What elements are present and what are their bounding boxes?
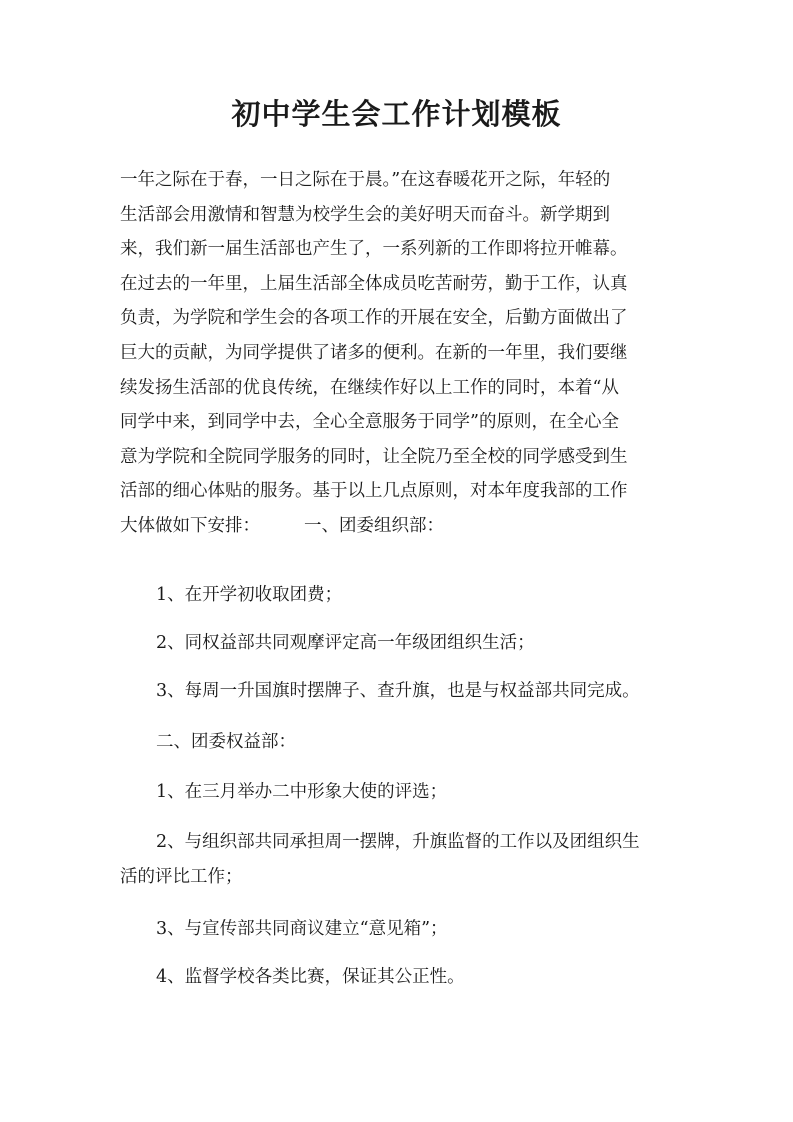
section2-item-continuation: 活的评比工作； bbox=[120, 866, 243, 887]
intro-line: 续发扬生活部的优良传统，在继续作好以上工作的同时，本着“从 bbox=[120, 377, 619, 398]
section2-heading: 二、团委权益部： bbox=[156, 732, 296, 752]
section1-item: 2、同权益部共同观摩评定高一年级团组织生活； bbox=[156, 633, 535, 653]
intro-line: 在过去的一年里，上届生活部全体成员吃苦耐劳，勤于工作，认真 bbox=[120, 273, 628, 294]
intro-line: 意为学院和全院同学服务的同时，让全院乃至全校的同学感受到生 bbox=[120, 446, 628, 467]
intro-line: 生活部会用激情和智慧为校学生会的美好明天而奋斗。新学期到 bbox=[120, 204, 610, 225]
intro-line: 同学中来，到同学中去，全心全意服务于同学”的原则，在全心全 bbox=[120, 412, 619, 433]
intro-line: 活部的细心体贴的服务。基于以上几点原则，对本年度我部的工作 bbox=[120, 481, 628, 502]
section2-item: 2、与组织部共同承担周一摆牌，升旗监督的工作以及团组织生 bbox=[156, 832, 640, 852]
section1-heading: 一、团委组织部： bbox=[304, 515, 444, 536]
section1-item: 3、每周一升国旗时摆牌子、查升旗，也是与权益部共同完成。 bbox=[156, 681, 640, 701]
intro-paragraph bbox=[120, 163, 675, 544]
intro-line: 巨大的贡献，为同学提供了诸多的便利。在新的一年里，我们要继 bbox=[120, 342, 628, 363]
section2-item: 1、在三月举办二中形象大使的评选； bbox=[156, 782, 448, 802]
section2-item-multiline bbox=[120, 825, 675, 894]
section1-item: 1、在开学初收取团费； bbox=[156, 585, 343, 605]
intro-line: 负责，为学院和学生会的各项工作的开展在安全，后勤方面做出了 bbox=[120, 308, 628, 329]
intro-line: 来，我们新一届生活部也产生了，一系列新的工作即将拉开帷幕。 bbox=[120, 239, 628, 260]
intro-last-line bbox=[120, 509, 675, 544]
intro-line: 一年之际在于春，一日之际在于晨。”在这春暖花开之际，年轻的 bbox=[120, 170, 611, 190]
section2-item: 3、与宣传部共同商议建立“意见箱”； bbox=[156, 919, 448, 939]
section2-item: 4、监督学校各类比赛，保证其公正性。 bbox=[156, 967, 465, 987]
document-title: 初中学生会工作计划模板 bbox=[231, 97, 562, 131]
intro-line-end: 大体做如下安排： bbox=[120, 515, 260, 536]
